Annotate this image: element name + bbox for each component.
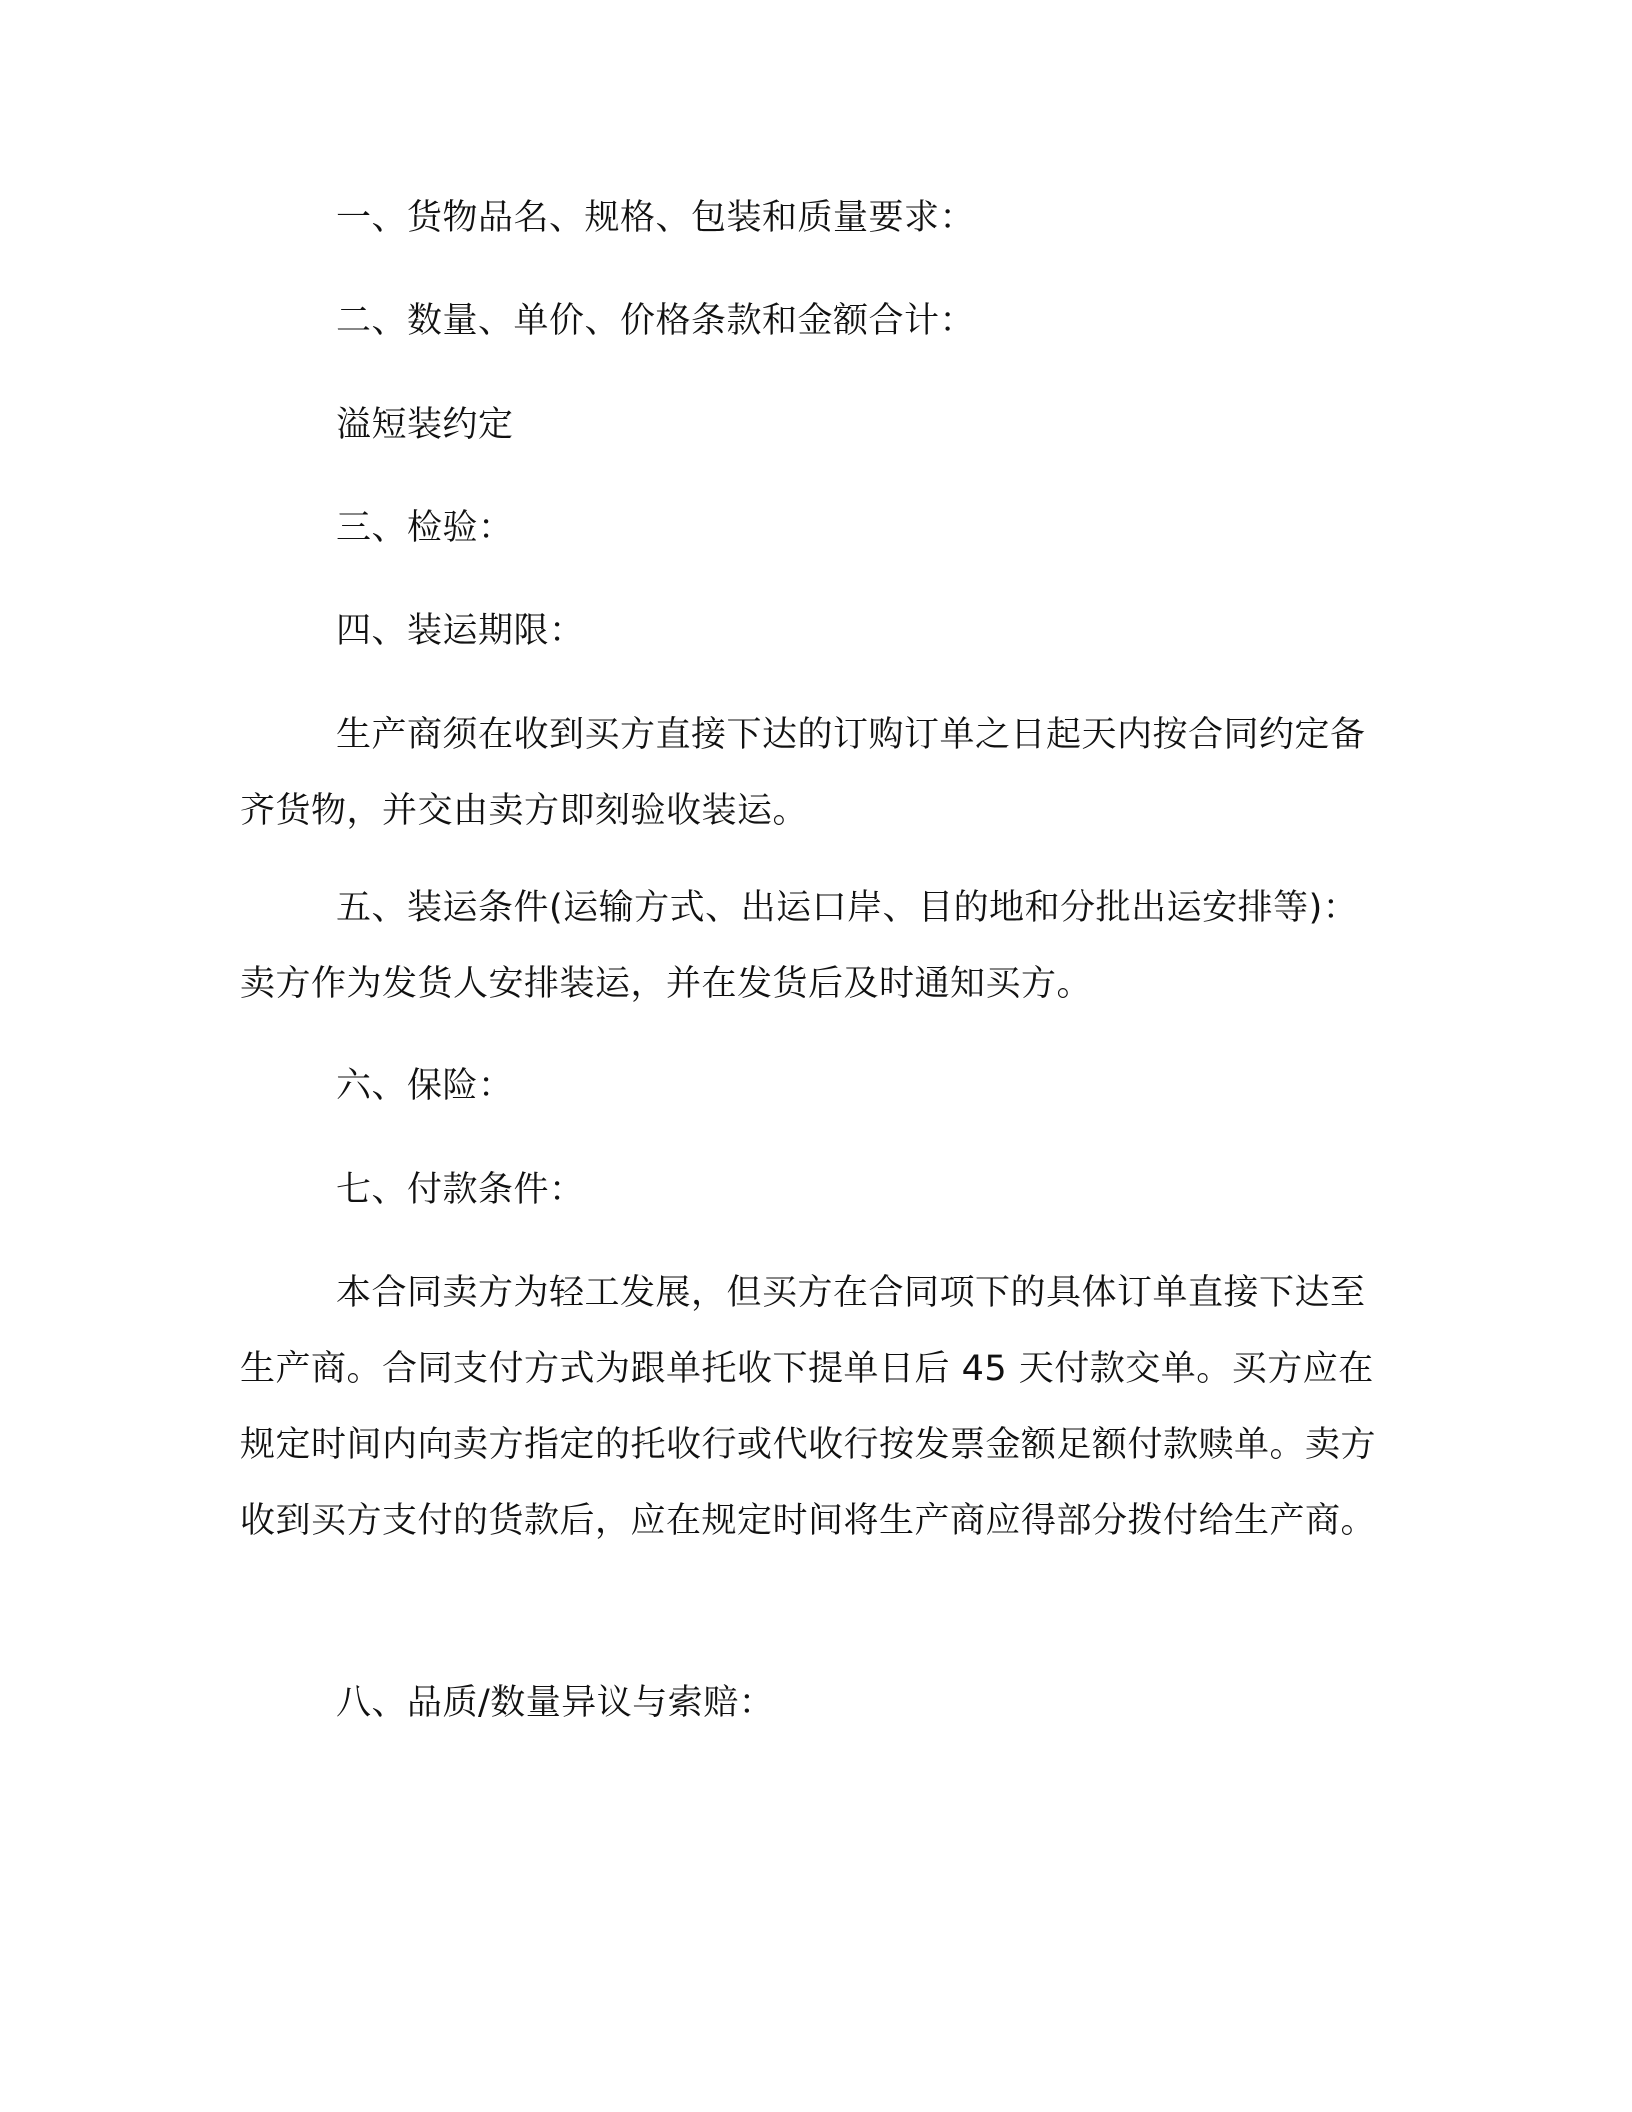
overage-shortage-clause: 溢短装约定 <box>336 405 514 445</box>
section-shipment-period: 四、装运期限： <box>336 611 585 651</box>
payment-terms-body: 本合同卖方为轻工发展，但买方在合同项下的具体订单直接下达至生产商。合同支付方式为跟单托收下提单日后 45 天付款交单。买方应在规定时间内向卖方指定的托收行或代收行按发票金额足额付款赎单。卖方收到买方支付的货款后，应在规定时间将生产商应得部分拨付给生产商。 <box>240 1273 1377 1541</box>
section-goods-spec: 一、货物品名、规格、包装和质量要求： <box>336 198 976 238</box>
section-insurance: 六、保险： <box>336 1066 514 1106</box>
section-quantity-price: 二、数量、单价、价格条款和金额合计： <box>336 301 976 341</box>
section-payment-terms: 七、付款条件： <box>336 1170 585 1210</box>
section-shipment-terms: 五、装运条件(运输方式、出运口岸、目的地和分批出运安排等)：卖方作为发货人安排装运，并在发货后及时通知买方。 <box>240 888 1359 1004</box>
section-quality-claims: 八、品质/数量异议与索赔： <box>336 1683 775 1723</box>
shipment-period-body: 生产商须在收到买方直接下达的订购订单之日起天内按合同约定备齐货物，并交由卖方即刻验收装运。 <box>240 715 1366 831</box>
section-inspection: 三、检验： <box>336 508 514 548</box>
